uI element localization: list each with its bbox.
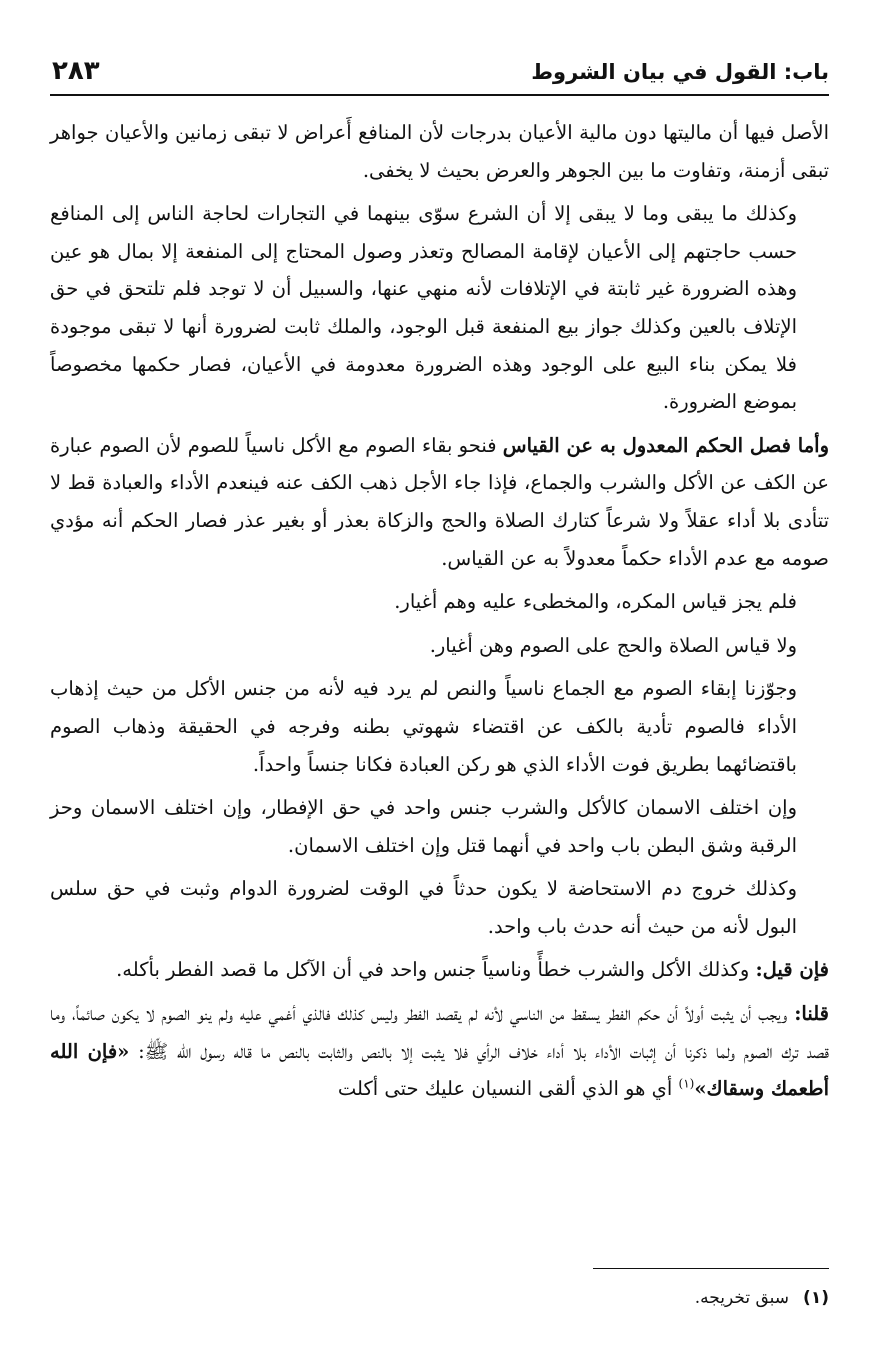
paragraph	[50, 670, 829, 783]
paragraph	[50, 995, 829, 1108]
paragraph	[50, 789, 829, 864]
paragraph	[50, 627, 829, 665]
footnote	[695, 1288, 829, 1308]
reply-lead: قلنا:	[794, 1002, 829, 1026]
paragraph	[50, 870, 829, 945]
paragraph	[50, 583, 829, 621]
paragraph	[50, 114, 829, 189]
paragraph-text: فلم يجز قياس المكره، والمخطىء عليه وهم أغيار.	[394, 590, 797, 614]
paragraph	[50, 427, 829, 577]
body-text	[50, 114, 829, 1114]
paragraph-text: وكذلك الأكل والشرب خطأً وناسياً جنس واحد في أن الآكل ما قصد الفطر بأكله.	[116, 958, 756, 982]
paragraph-text: ولا قياس الصلاة والحج على الصوم وهن أغيار.	[429, 633, 797, 657]
paragraph-text: الأصل فيها أن ماليتها دون مالية الأعيان بدرجات لأن المنافع أَعراض لا تبقى زمانين والأعيان جواهر تبقى أزمنة، وتفاوت ما بين الجوهر والعرض بحيث لا يخفى.	[50, 121, 829, 182]
paragraph-text: أي هو الذي ألقى النسيان عليك حتى أكلت	[337, 1077, 679, 1101]
paragraph-text: وكذلك خروج دم الاستحاضة لا يكون حدثاً في الوقت لضرورة الدوام وثبت في حق سلس البول لأنه من حيث أنه حدث باب واحد.	[50, 877, 797, 938]
paragraph	[50, 195, 829, 421]
page-number: ٢٨٣	[52, 56, 100, 86]
paragraph-text: وجوّزنا إبقاء الصوم مع الجماع ناسياً والنص لم يرد فيه لأنه من جنس الأكل من حيث إذهاب الأداء فالصوم تأدية بالكف عن اقتضاء شهوتي بطنه وفرجه في الحقيقة وذهاب الصوم باقتضائهما بطريق فوت الأداء الذي هو ركن العبادة فكانا جنساً واحداً.	[50, 677, 797, 776]
page-header	[52, 52, 829, 92]
paragraph-text: ويجب أن يثبت أولاً أن حكم الفطر يسقط من الناسي لأنه لم يقصد الفطر وليس كذلك فالذي أغمي عليه ولم ينو الصوم لا يكون صائماً، وما قصد ترك الصوم ولما ذكرنا أن إثبات الأداء بلا أداء خلاف الرأي فلا يثبت إلا بالنص والثابت بالنص ما قاله رسول الله ﷺ:	[50, 1002, 829, 1063]
objection-lead: فإن قيل:	[755, 958, 829, 982]
chapter-title: باب: القول في بيان الشروط	[531, 60, 829, 84]
paragraph-text: فنحو بقاء الصوم مع الأكل ناسياً للصوم لأن الصوم عبارة عن الكف عن الأكل والشرب والجماع، فإذا جاء الأجل ذهب الكف عنه فينعدم الأداء والعبادة قط لا تتأدى بلا أداء عقلاً ولا شرعاً كتارك الصلاة والحج والزكاة بعذر أو بغير عذر فصار الحكم أنه مؤدي صومه مع عدم الأداء حكماً معدولاً به عن القياس.	[50, 433, 829, 570]
footnote-divider	[593, 1268, 829, 1269]
paragraph	[50, 951, 829, 989]
footnote-number: (١)	[803, 1288, 829, 1308]
footnote-text: سبق تخريجه.	[694, 1288, 790, 1308]
section-lead: وأما فصل الحكم المعدول به عن القياس	[502, 433, 829, 457]
footnote-reference: (١)	[678, 1076, 695, 1091]
paragraph-text: وإن اختلف الاسمان كالأكل والشرب جنس واحد في حق الإفطار، وإن اختلف الاسمان وحز الرقبة وشق البطن باب واحد في أنهما قتل وإن اختلف الاسمان.	[50, 796, 797, 857]
paragraph-text: وكذلك ما يبقى وما لا يبقى إلا أن الشرع سوّى بينهما في التجارات لحاجة الناس إلى المنافع حسب حاجتهم إلى الأعيان لإقامة المصالح وتعذر وصول المحتاج إلى المنفعة إلا بمال هو عين وهذه الضرورة غير ثابتة في الإتلافات لأنه منهي عنها، والسبيل أن لا توجد فلم تلتحق في حق الإتلاف بالعين وكذلك جواز بيع المنفعة قبل الوجود، والملك ثابت لضرورة أنها لا تبقى موجودة فلا يمكن بناء البيع على الوجود وهذه الضرورة معدومة في الأعيان، فصار حكمها مخصوصاً بموضع الضرورة.	[50, 202, 797, 414]
hadith-quote: «فإن الله أطعمك وسقاك»	[50, 1039, 829, 1101]
header-divider	[50, 94, 829, 96]
